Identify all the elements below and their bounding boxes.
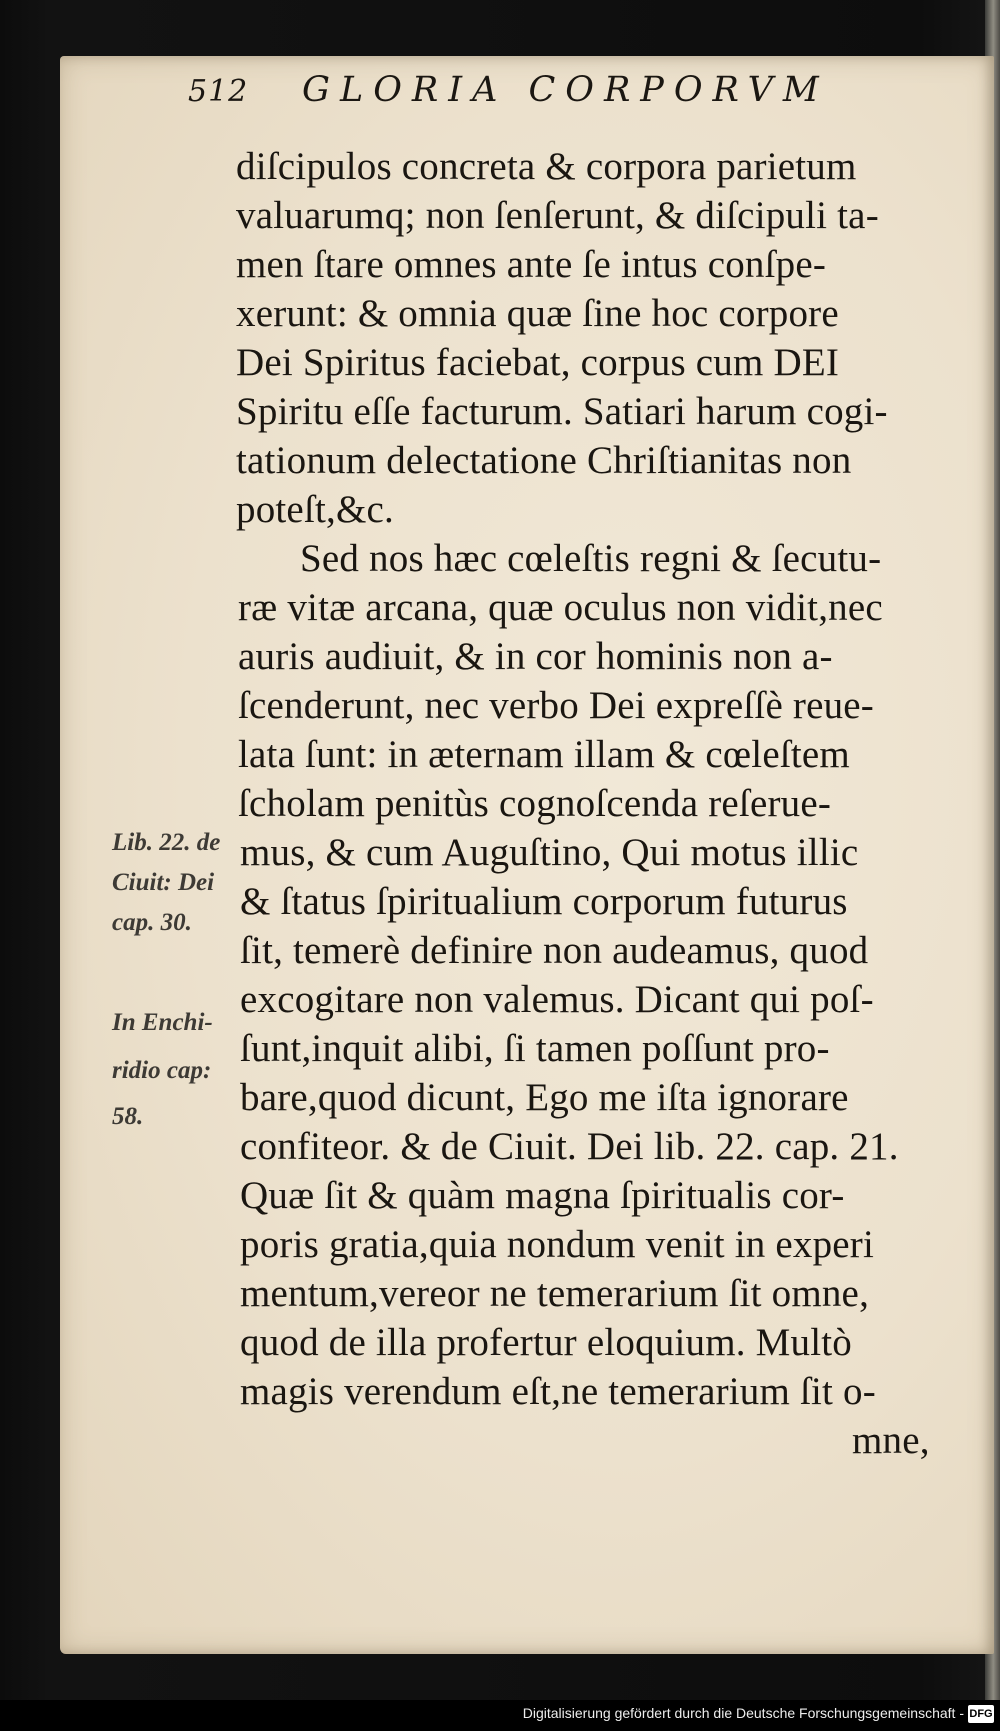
text-line: valuarumq; non ſenſerunt, & diſcipuli ta-: [236, 194, 879, 237]
margin-note-line: Ciuit: Dei: [112, 869, 215, 896]
text-line: mentum,vereor ne temerarium ſit omne,: [240, 1272, 870, 1315]
text-line: poris gratia,quia nondum venit in experi: [240, 1223, 875, 1266]
text-line: mus, & cum Auguſtino, Qui motus illic: [240, 831, 859, 874]
text-line: tationum delectatione Chriſtianitas non: [236, 439, 852, 482]
text-line: ſunt,inquit alibi, ſi tamen poſſunt pro-: [240, 1027, 830, 1070]
text-line: Spiritu eſſe facturum. Satiari harum cogi-: [236, 390, 888, 433]
text-line: ræ vitæ arcana, quæ oculus non vidit,nec: [238, 586, 883, 629]
running-head: [188, 64, 828, 122]
text-line: poteſt,&c.: [236, 488, 394, 531]
text-line: & ſtatus ſpiritualium corporum futurus: [240, 880, 848, 923]
running-title: GLORIA CORPORVM: [302, 70, 829, 110]
margin-note-line: In Enchi-: [112, 1009, 213, 1036]
text-line: men ſtare omnes ante ſe intus conſpe-: [236, 243, 827, 286]
text-line: quod de illa profertur eloquium. Multò: [240, 1321, 852, 1364]
text-line: xerunt: & omnia quæ ſine hoc corpore: [236, 292, 839, 335]
paragraph-start-line: Sed nos hæc cœleſtis regni & ſecutu-: [300, 537, 882, 580]
margin-note-line: 58.: [112, 1103, 144, 1130]
footer-bar: [0, 1700, 1000, 1731]
text-line: diſcipulos concreta & corpora parietum: [236, 145, 857, 188]
margin-note-line: ridio cap:: [112, 1057, 212, 1084]
text-line: ſcenderunt, nec verbo Dei expreſſè reue-: [238, 684, 874, 727]
margin-note-line: cap. 30.: [112, 909, 192, 936]
funding-credit: Digitalisierung gefördert durch die Deutsche Forschungsgemeinschaft -: [522, 1705, 964, 1721]
margin-note-line: Lib. 22. de: [112, 829, 221, 856]
text-line: excogitare non valemus. Dicant qui poſ-: [240, 978, 874, 1021]
catchword: mne,: [852, 1419, 930, 1462]
text-line: confiteor. & de Ciuit. Dei lib. 22. cap. 21.: [240, 1125, 899, 1168]
text-line: bare,quod dicunt, Ego me iſta ignorare: [240, 1076, 849, 1119]
text-line: lata ſunt: in æternam illam & cœleſtem: [238, 733, 850, 776]
text-line: ſit, temerè definire non audeamus, quod: [240, 929, 869, 972]
text-line: Dei Spiritus faciebat, corpus cum DEI: [236, 341, 840, 384]
text-line: ſcholam penitùs cognoſcenda reſerue-: [238, 782, 832, 825]
text-line: auris audiuit, & in cor hominis non a-: [238, 635, 833, 678]
dfg-logo: DFG: [968, 1705, 994, 1723]
page-number: 512: [188, 74, 249, 109]
text-line: Quæ ſit & quàm magna ſpiritualis cor-: [240, 1174, 845, 1217]
text-line: magis verendum eſt,ne temerarium ſit o-: [240, 1370, 876, 1413]
